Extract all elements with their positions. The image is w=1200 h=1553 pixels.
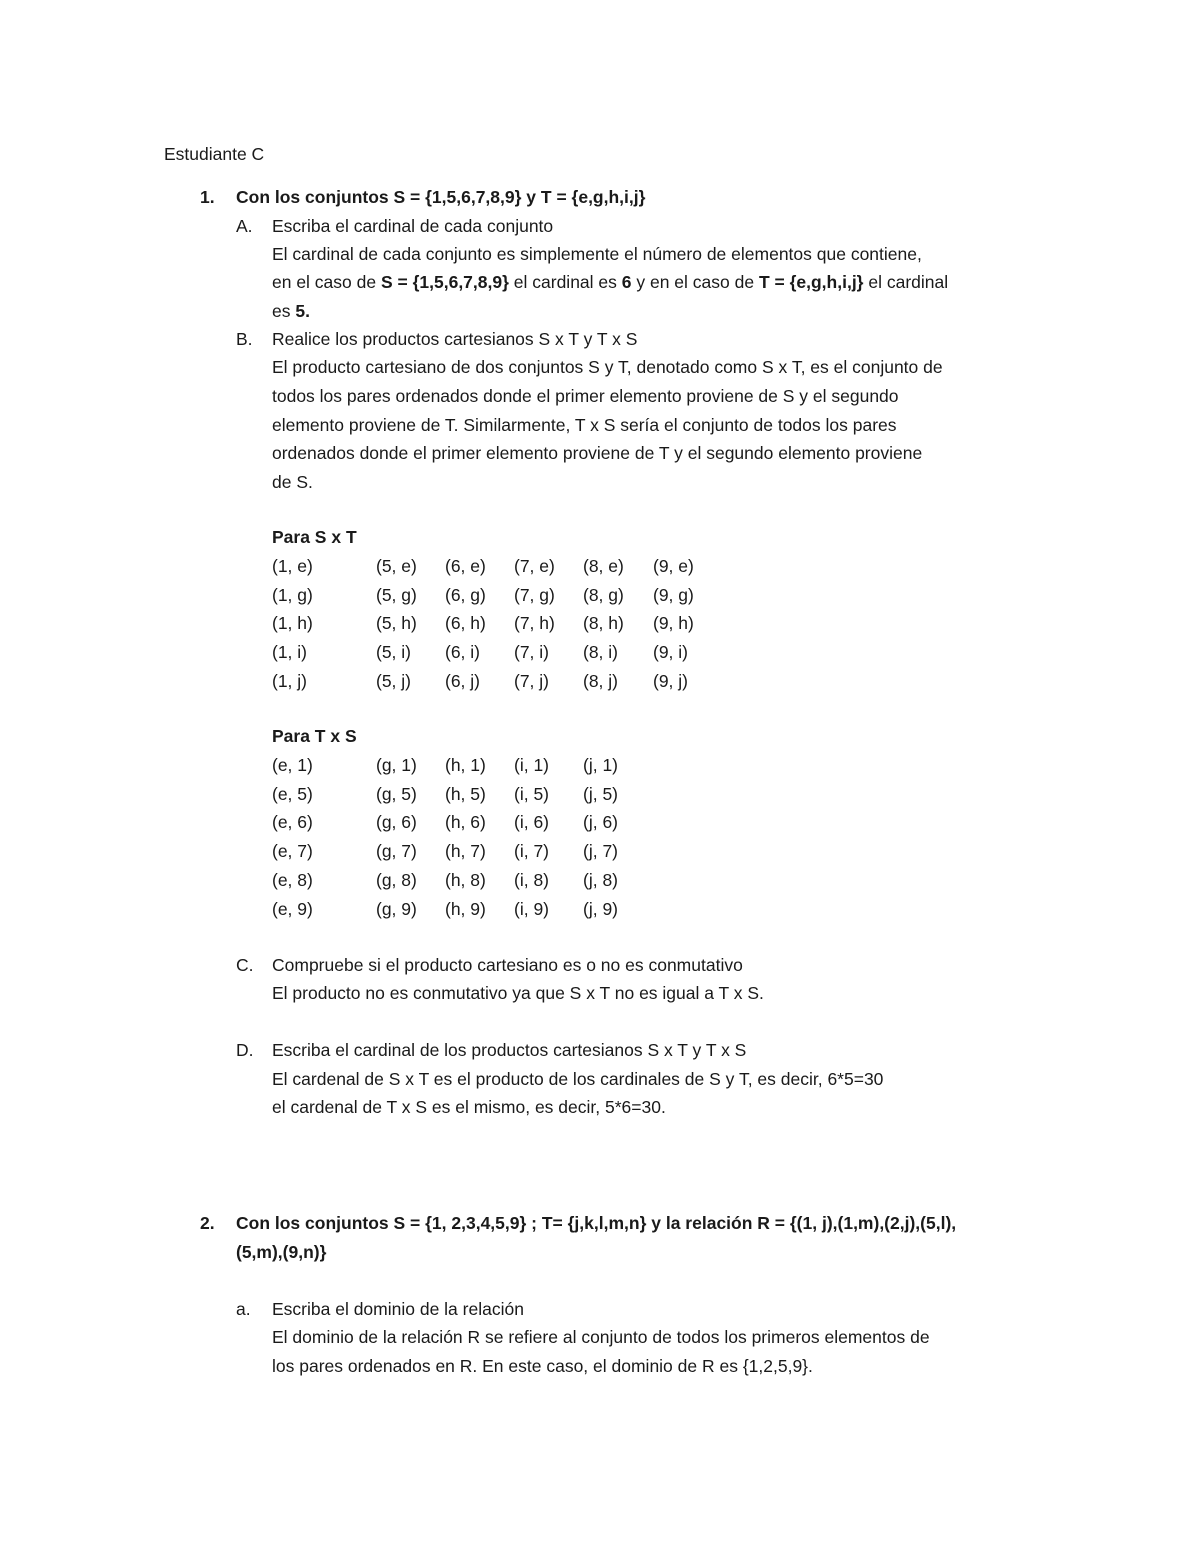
ordered-pair: (j, 7)	[583, 841, 618, 862]
q1b-prompt: Realice los productos cartesianos S x T y T x S	[272, 329, 638, 349]
ordered-pair: (7, j)	[514, 670, 549, 691]
st-table-title: Para S x T	[272, 527, 357, 547]
text: en el caso de	[272, 272, 381, 292]
ordered-pair: (7, i)	[514, 642, 549, 663]
q1a-answer-line3	[272, 303, 310, 321]
q1c-label: C.	[236, 955, 254, 975]
ordered-pair: (i, 1)	[514, 755, 549, 775]
ordered-pair: (e, 5)	[272, 783, 313, 804]
q1b-line: todos los pares ordenados donde el primer elemento proviene de S y el segundo	[272, 386, 899, 406]
ordered-pair: (e, 8)	[272, 869, 313, 890]
q2-title-line1: Con los conjuntos S = {1, 2,3,4,5,9} ; T= {j,k,l,m,n} y la relación R = {(1, j),(1,m),(2,j),(5,l),	[236, 1213, 957, 1233]
ordered-pair: (8, j)	[583, 670, 618, 691]
ordered-pair: (j, 5)	[583, 783, 618, 804]
ordered-pair: (g, 1)	[376, 755, 417, 775]
ordered-pair: (h, 7)	[445, 841, 486, 862]
ordered-pair: (i, 6)	[514, 812, 549, 833]
ordered-pair: (g, 9)	[376, 898, 417, 919]
ordered-pair: (h, 6)	[445, 812, 486, 833]
set-s-bold: S = {1,5,6,7,8,9}	[380, 272, 509, 292]
text: el cardinal es	[508, 272, 622, 292]
q1c-answer: El producto no es conmutativo ya que S x T no es igual a T x S.	[272, 983, 764, 1003]
ordered-pair: (7, e)	[514, 556, 555, 576]
ordered-pair: (8, i)	[583, 642, 618, 663]
ordered-pair: (5, g)	[376, 584, 417, 605]
q2a-label: a.	[236, 1299, 251, 1319]
ordered-pair: (9, j)	[653, 670, 688, 691]
ordered-pair: (6, e)	[445, 556, 486, 576]
q1b-line: ordenados donde el primer elemento proviene de T y el segundo elemento proviene	[272, 443, 923, 463]
q1d-label: D.	[236, 1040, 254, 1060]
ordered-pair: (j, 1)	[583, 755, 618, 775]
ordered-pair: (8, e)	[583, 556, 624, 576]
ordered-pair: (8, h)	[583, 613, 624, 634]
q1b-label: B.	[236, 329, 253, 349]
ordered-pair: (i, 7)	[514, 841, 549, 862]
q2a-prompt: Escriba el dominio de la relación	[272, 1299, 524, 1319]
ordered-pair: (e, 1)	[272, 755, 313, 775]
q1a-prompt: Escriba el cardinal de cada conjunto	[272, 216, 554, 236]
ts-table-title: Para T x S	[272, 726, 357, 746]
ordered-pair: (j, 6)	[583, 812, 618, 833]
cardinal-s: 6	[621, 272, 632, 292]
q1a-label: A.	[236, 216, 253, 236]
ordered-pair: (1, g)	[272, 584, 313, 605]
q1d-answer-line1: El cardenal de S x T es el producto de los cardinales de S y T, es decir, 6*5=30	[272, 1069, 884, 1089]
ordered-pair: (i, 9)	[514, 898, 549, 919]
q2-title-line2: (5,m),(9,n)}	[236, 1242, 327, 1262]
ordered-pair: (6, j)	[445, 670, 480, 691]
q2a-answer-line2: los pares ordenados en R. En este caso, el dominio de R es {1,2,5,9}.	[272, 1356, 813, 1376]
ordered-pair: (h, 9)	[445, 898, 486, 919]
ordered-pair: (9, e)	[653, 556, 694, 576]
q2a-answer-line1: El dominio de la relación R se refiere al conjunto de todos los primeros elementos de	[272, 1327, 930, 1347]
q2-number: 2.	[200, 1213, 215, 1233]
ordered-pair: (h, 1)	[445, 755, 486, 775]
q1d-prompt: Escriba el cardinal de los productos cartesianos S x T y T x S	[272, 1040, 747, 1060]
ordered-pair: (9, g)	[653, 584, 694, 605]
ordered-pair: (8, g)	[583, 584, 624, 605]
ordered-pair: (h, 5)	[445, 783, 486, 804]
ordered-pair: (1, h)	[272, 613, 313, 634]
cardinal-t: 5.	[295, 301, 310, 321]
ordered-pair: (g, 5)	[376, 783, 417, 804]
ordered-pair: (5, e)	[376, 556, 417, 576]
ordered-pair: (5, h)	[376, 613, 417, 634]
ordered-pair: (5, i)	[376, 642, 411, 663]
q1-number: 1.	[200, 187, 215, 207]
ordered-pair: (6, h)	[445, 613, 486, 634]
ordered-pair: (6, i)	[445, 642, 480, 663]
ordered-pair: (g, 7)	[376, 841, 417, 862]
text: es	[272, 301, 296, 321]
ordered-pair: (9, i)	[653, 642, 688, 663]
ordered-pair: (6, g)	[445, 584, 486, 605]
q1-title: Con los conjuntos S = {1,5,6,7,8,9} y T = {e,g,h,i,j}	[236, 187, 646, 207]
student-header: Estudiante C	[164, 144, 265, 164]
q1b-line: elemento proviene de T. Similarmente, T x S sería el conjunto de todos los pares	[272, 415, 897, 435]
ordered-pair: (e, 7)	[272, 841, 313, 862]
ordered-pair: (j, 9)	[583, 898, 618, 919]
ordered-pair: (i, 8)	[514, 869, 549, 890]
q1d-answer-line2: el cardenal de T x S es el mismo, es decir, 5*6=30.	[272, 1097, 666, 1117]
ordered-pair: (e, 9)	[272, 898, 313, 919]
text: y en el caso de	[631, 272, 759, 292]
ordered-pair: (1, i)	[272, 642, 307, 663]
ordered-pair: (1, e)	[272, 556, 313, 576]
text: el cardinal	[863, 272, 949, 292]
ordered-pair: (7, h)	[514, 613, 555, 634]
ordered-pair: (j, 8)	[583, 869, 618, 890]
ordered-pair: (g, 8)	[376, 869, 417, 890]
ordered-pair: (1, j)	[272, 670, 307, 691]
q1a-answer-line1: El cardinal de cada conjunto es simplemente el número de elementos que contiene,	[272, 244, 922, 264]
q1b-line: de S.	[272, 472, 313, 492]
ordered-pair: (7, g)	[514, 584, 555, 605]
q1b-line: El producto cartesiano de dos conjuntos S y T, denotado como S x T, es el conjunto de	[272, 357, 943, 377]
q1a-answer-line2	[272, 274, 948, 292]
ordered-pair: (h, 8)	[445, 869, 486, 890]
q1c-prompt: Compruebe si el producto cartesiano es o no es conmutativo	[272, 955, 743, 975]
ordered-pair: (5, j)	[376, 670, 411, 691]
ordered-pair: (e, 6)	[272, 812, 313, 833]
set-t-bold: T = {e,g,h,i,j}	[758, 272, 864, 292]
ordered-pair: (9, h)	[653, 613, 694, 634]
ordered-pair: (g, 6)	[376, 812, 417, 833]
ordered-pair: (i, 5)	[514, 783, 549, 804]
